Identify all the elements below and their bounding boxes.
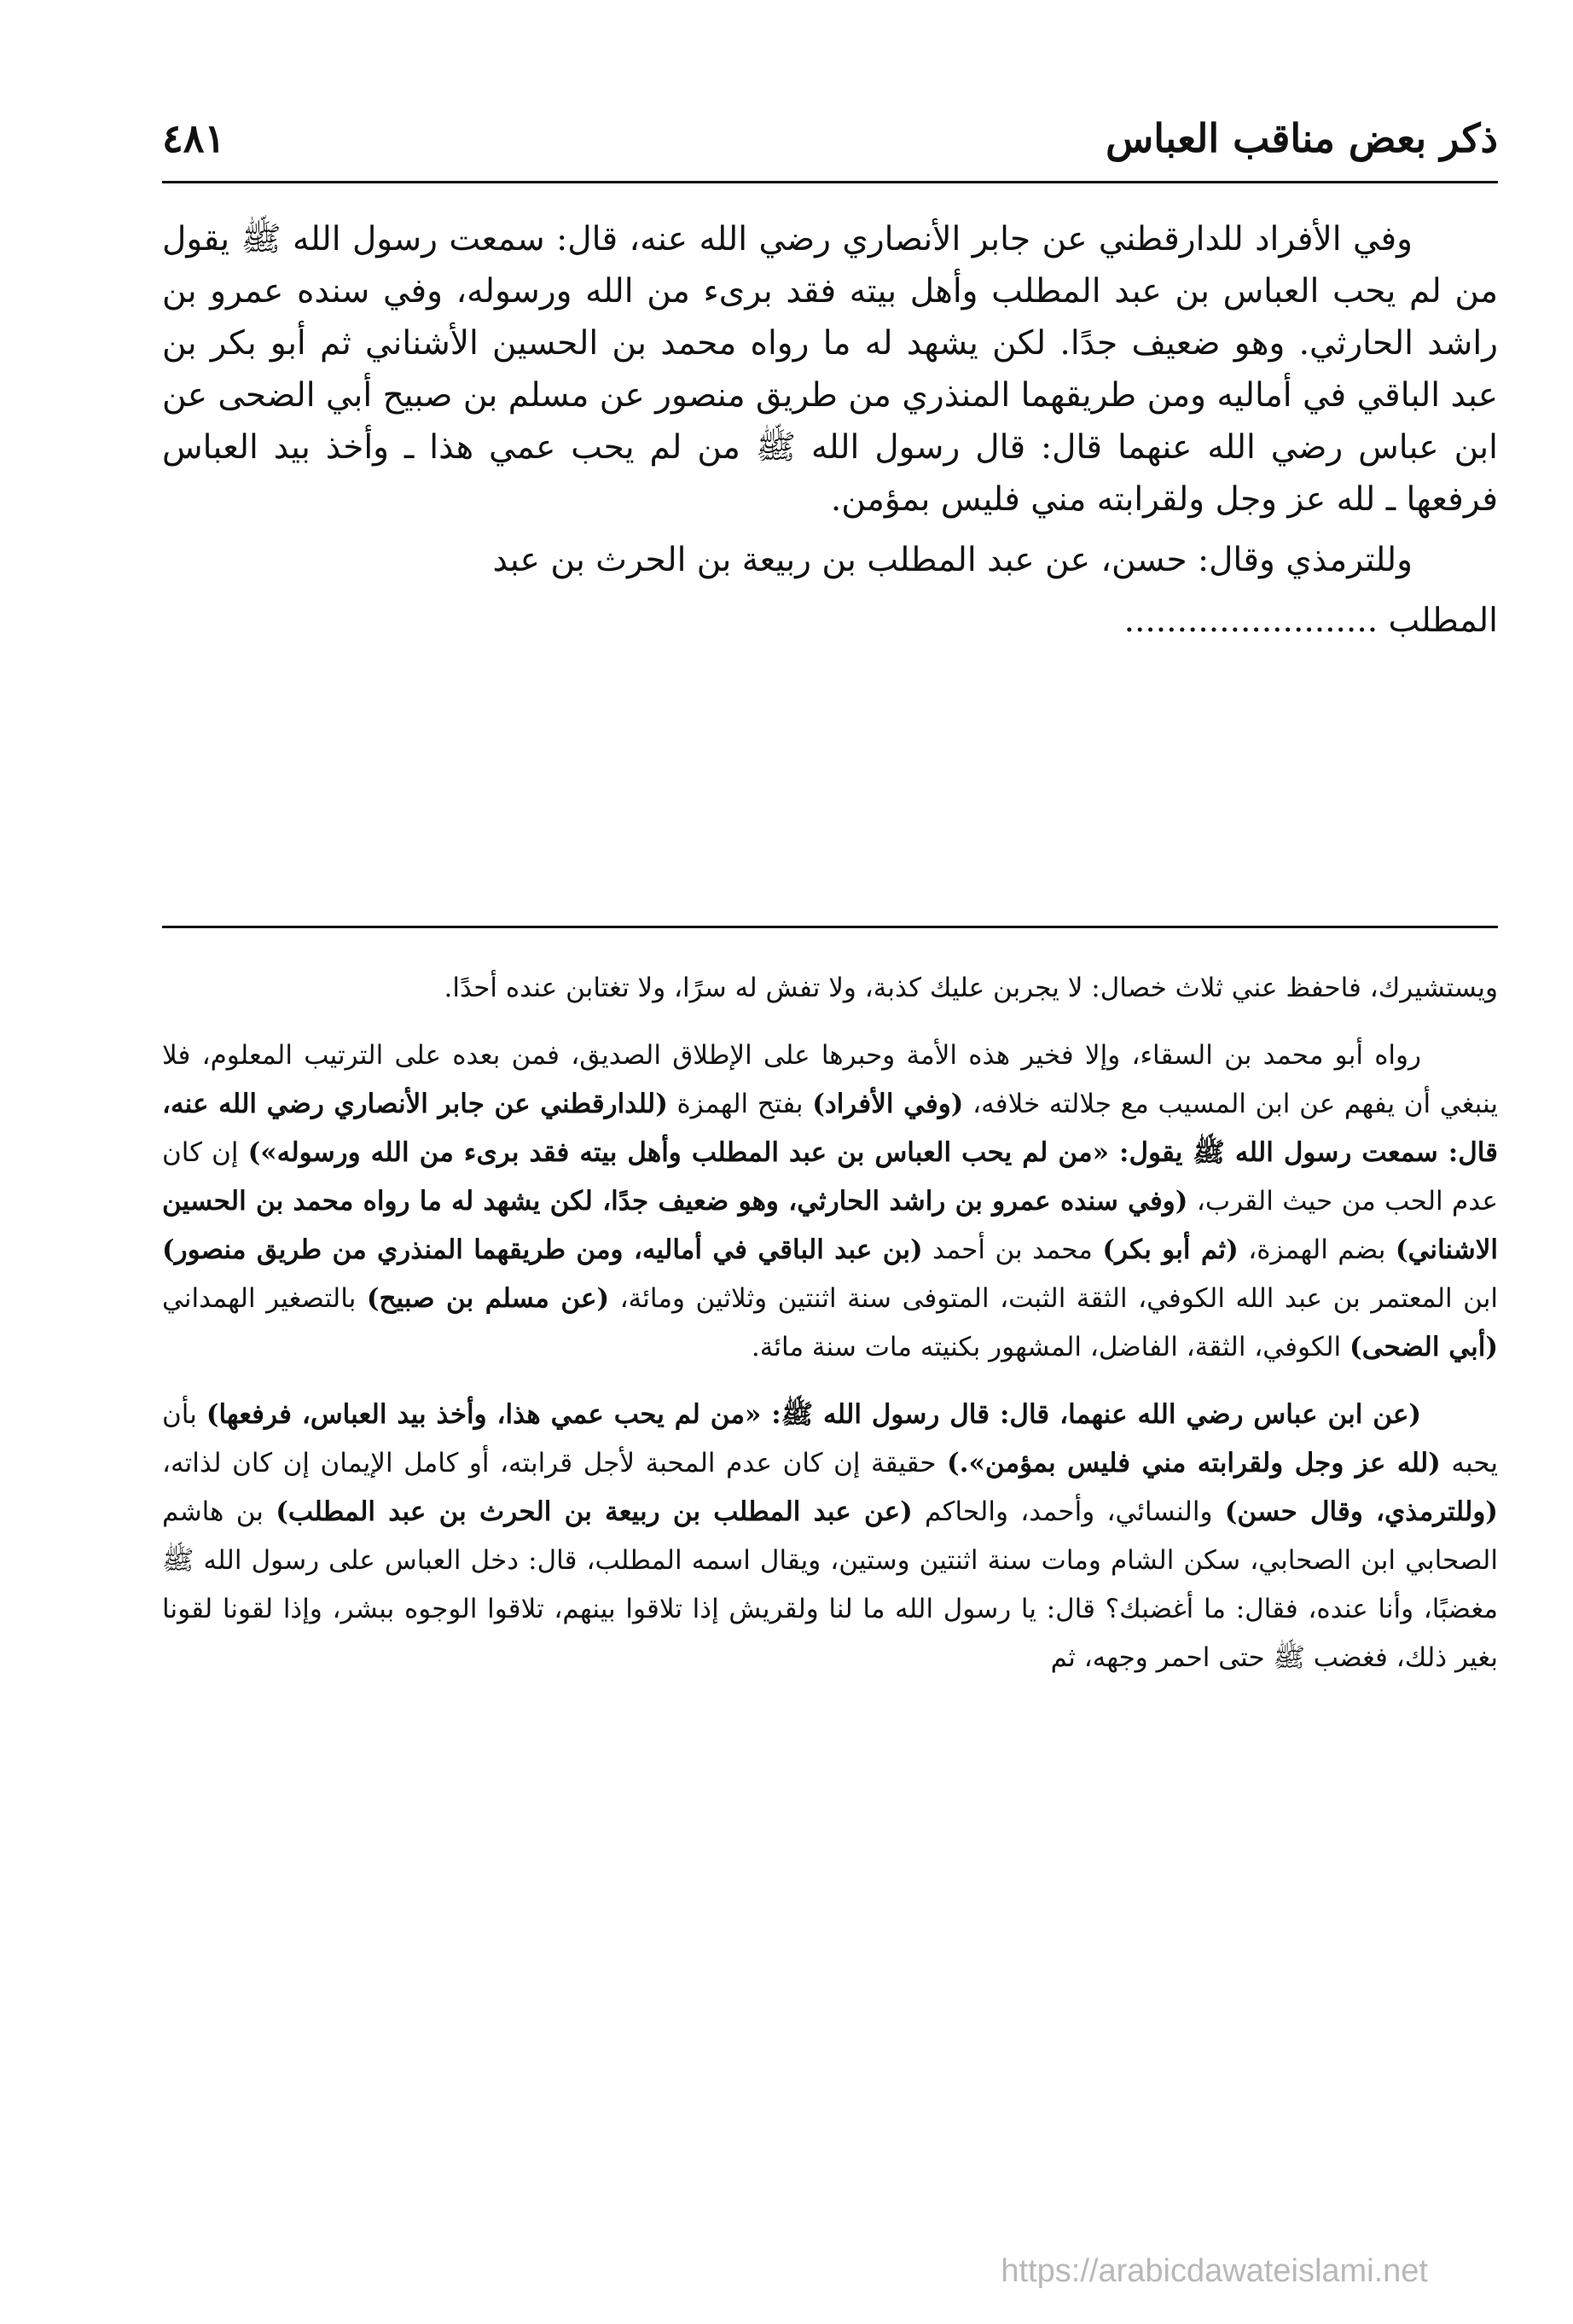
sharh-paragraph-1: ويستشيرك، فاحفظ عني ثلاث خصال: لا يجربن عليك كذبة، ولا تفش له سرًا، ولا تغتابن عنده أحدًا. [444,973,1498,1003]
quoted-matn: (وفي سنده عمرو بن راشد الحارثي، وهو ضعيف جدًا، لكن يشهد له ما رواه محمد بن الحسين الاشناني) [162,1186,1499,1265]
quoted-matn: (لله عز وجل ولقرابته مني فليس بمؤمن».) [947,1448,1441,1479]
continuation-dots: ........................ [1123,601,1379,640]
quoted-matn: (وفي الأفراد) [812,1089,964,1119]
quoted-matn: (عن مسلم بن صبيح) [366,1283,610,1314]
sharh-text-run: ابن المعتمر بن عبد الله الكوفي، الثقة الثبت، المتوفى سنة اثنتين وثلاثين ومائة، [609,1283,1499,1314]
section-divider [162,926,1498,928]
watermark-url: https://arabicdawateislami.net [1001,2253,1428,2289]
sharh-text [162,964,1498,1701]
matn-paragraph-1: وفي الأفراد للدارقطني عن جابر الأنصاري رضي الله عنه، قال: سمعت رسول الله ﷺ يقول من لم يحب العباس بن عبد المطلب وأهل بيته فقد برىء من الله ورسوله، وفي سنده عمرو بن راشد الحارثي. وهو ضعيف جدًا. لكن يشهد له ما رواه محمد بن الحسين الأشناني ثم أبو بكر بن عبد الباقي في أماليه ومن طريقهما المنذري من طريق منصور عن مسلم بن صبيح أبي الضحى عن ابن عباس رضي الله عنهما قال: قال رسول الله ﷺ من لم يحب عمي هذا ـ وأخذ بيد العباس فرفعها ـ لله عز وجل ولقرابته مني فليس بمؤمن. [162,220,1498,519]
sharh-text-run: بالتصغير الهمداني [162,1283,367,1314]
matn-text [162,213,1498,655]
sharh-paragraph-3 [162,1391,1498,1682]
quoted-matn: (عن عبد المطلب بن ربيعة بن الحرث بن عبد المطلب) [276,1496,913,1527]
running-head [162,96,1498,164]
sharh-paragraph-2 [162,1031,1498,1372]
quoted-matn: (بن عبد الباقي في أماليه، ومن طريقهما المنذري من طريق منصور) [162,1235,923,1265]
sharh-text-run: بن هاشم الصحابي ابن الصحابي، سكن الشام ومات سنة اثنتين وستين، ويقال اسمه المطلب، قال: دخل العباس على رسول الله ﷺ مغضبًا، وأنا عنده، فقال: ما أغضبك؟ قال: يا رسول الله ما لنا ولقريش إذا تلاقوا بينهم، تلاقوا الوجوه ببشر، وإذا لقونا لقونا بغير ذلك، فغضب ﷺ حتى احمر وجهه، ثم [162,1496,1498,1673]
sharh-text-run: إن كان عدم الحب من حيث القرب، [162,1137,1499,1217]
matn-paragraph-2-end [162,595,1498,647]
sharh-text-run: حقيقة إن كان عدم المحبة لأجل قرابته، أو كامل الإيمان إن كان لذاته، [162,1448,948,1479]
quoted-matn: (ثم أبو بكر) [1102,1235,1239,1265]
running-title: ذكر بعض مناقب العباس [1106,115,1498,161]
quoted-matn: (وللترمذي، وقال حسن) [1224,1496,1498,1527]
sharh-text-run: بضم الهمزة، [1238,1235,1396,1265]
matn-paragraph-2: وللترمذي وقال: حسن، عن عبد المطلب بن ربيعة بن الحرث بن عبد [492,541,1413,579]
page-number: ٤٨١ [162,115,226,161]
quoted-matn: (أبي الضحى) [1350,1332,1498,1362]
sharh-text-run: بأن يحبه [162,1399,1498,1479]
matn-paragraph-2-end-word: المطلب [1388,601,1498,640]
sharh-text-run: محمد بن أحمد [922,1235,1103,1265]
sharh-text-run: بفتح الهمزة [667,1089,813,1119]
sharh-text-run: رواه أبو محمد بن السقاء، وإلا فخير هذه الأمة وحبرها على الإطلاق الصديق، فمن بعده على الترتيب المعلوم، فلا ينبغي أن يفهم عن ابن المسيب مع جلالته خلافه، [162,1040,1498,1119]
sharh-text-run: والنسائي، وأحمد، والحاكم [912,1496,1225,1527]
quoted-matn: (للدارقطني عن جابر الأنصاري رضي الله عنه، قال: سمعت رسول الله ﷺ يقول: «من لم يحب العباس بن عبد المطلب وأهل بيته فقد برىء من الله ورسوله») [162,1089,1498,1168]
sharh-text-run: الكوفي، الثقة، الفاضل، المشهور بكنيته مات سنة مائة. [751,1332,1350,1362]
header-rule [162,181,1498,183]
quoted-matn: (عن ابن عباس رضي الله عنهما، قال: قال رسول الله ﷺ: «من لم يحب عمي هذا، وأخذ بيد العباس، فرفعها) [206,1399,1421,1430]
